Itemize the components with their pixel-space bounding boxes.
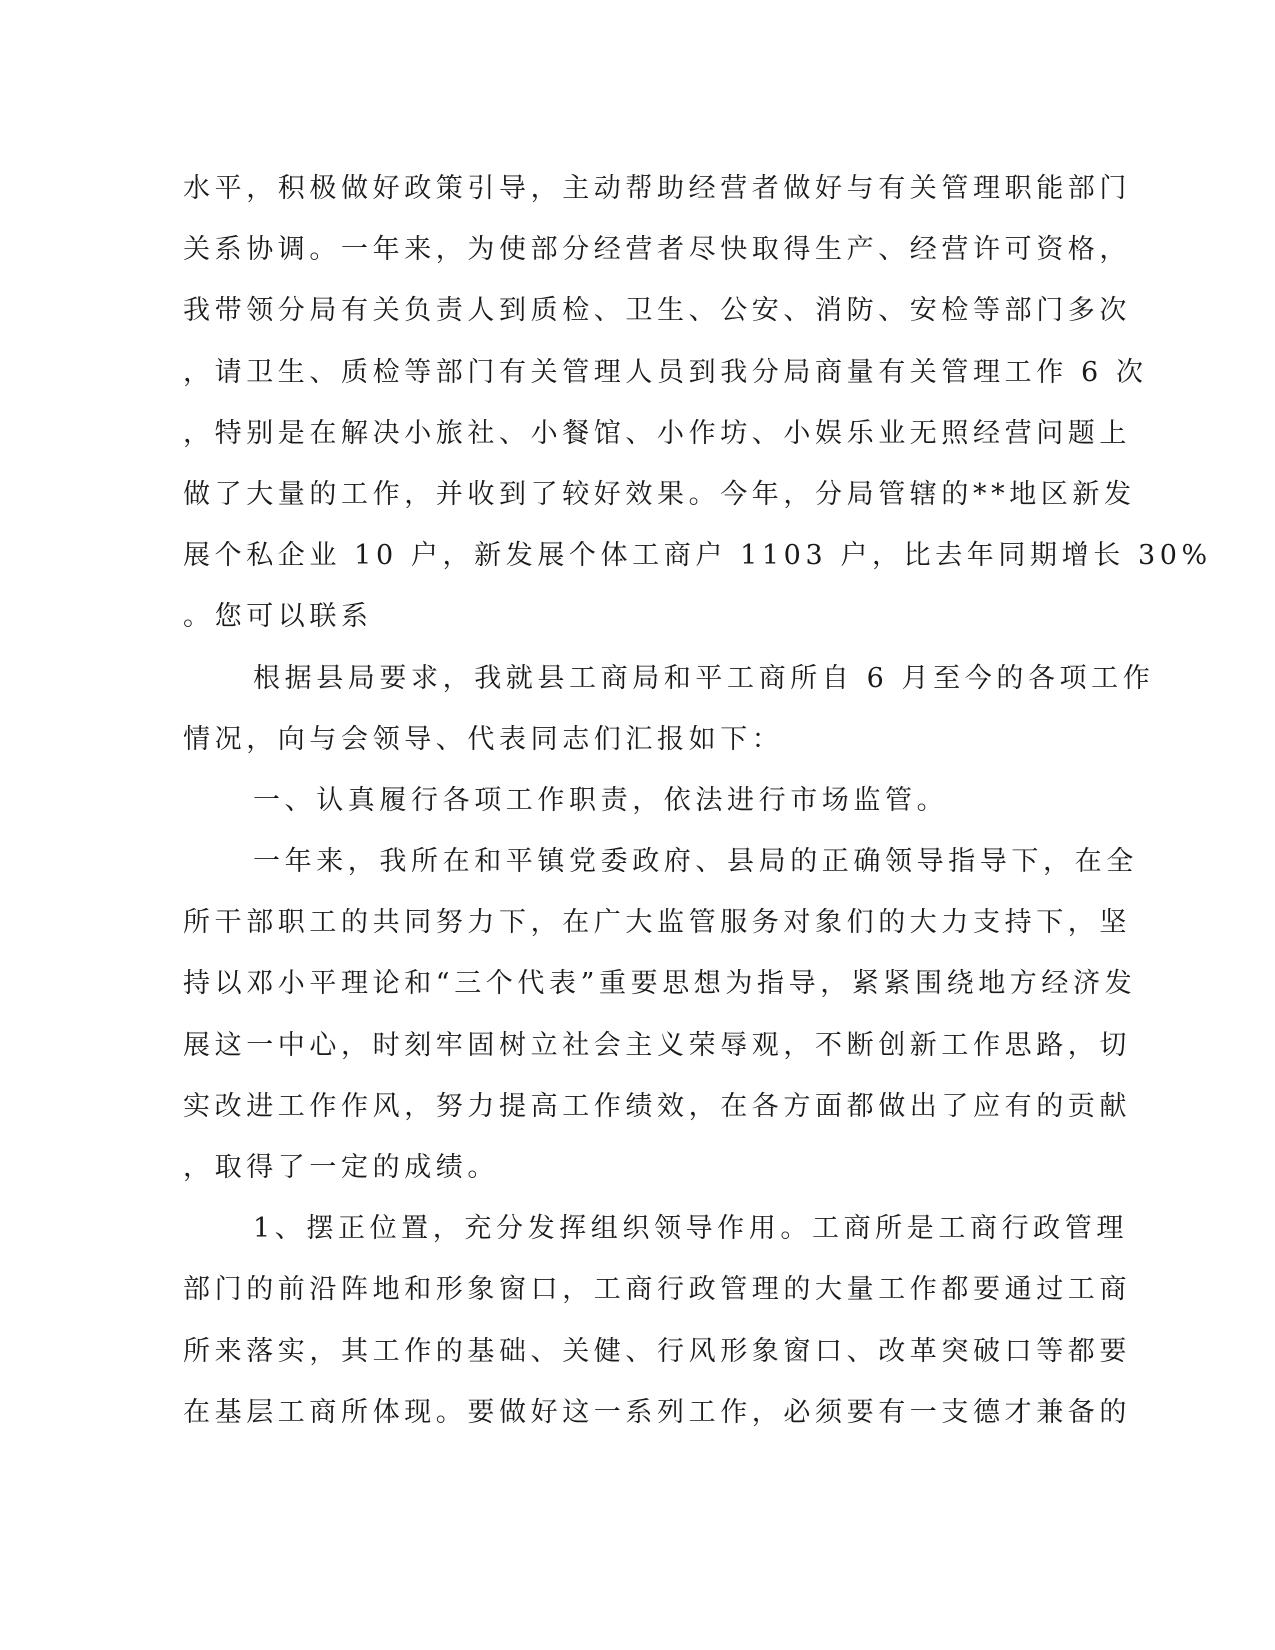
- text-line: 关系协调。一年来，为使部分经营者尽快取得生产、经营许可资格，: [183, 234, 1131, 266]
- text-line: 展这一中心，时刻牢固树立社会主义荣辱观，不断创新工作思路，切: [183, 1029, 1131, 1061]
- paragraph-start-line: 根据县局要求，我就县工商局和平工商所自 6 月至今的各项工作: [253, 662, 1155, 694]
- text-line: 展个私企业 10 户，新发展个体工商户 1103 户，比去年同期增长 30%: [183, 540, 1212, 572]
- text-line: 水平，积极做好政策引导，主动帮助经营者做好与有关管理职能部门: [183, 173, 1131, 204]
- text-line: ，取得了一定的成绩。: [183, 1152, 499, 1183]
- section-heading: 一、认真履行各项工作职责，依法进行市场监管。: [253, 784, 949, 816]
- text-line: 实改进工作作风，努力提高工作绩效，在各方面都做出了应有的贡献: [183, 1090, 1131, 1122]
- text-line: 做了大量的工作，并收到了较好效果。今年，分局管辖的**地区新发: [183, 478, 1136, 510]
- text-line: 我带领分局有关负责人到质检、卫生、公安、消防、安检等部门多次: [183, 295, 1131, 327]
- text-line: 所来落实，其工作的基础、关健、行风形象窗口、改革突破口等都要: [183, 1335, 1131, 1367]
- body-text: [183, 158, 1212, 1443]
- text-line: 所干部职工的共同努力下，在广大监管服务对象们的大力支持下，坚: [183, 907, 1131, 939]
- text-line: 在基层工商所体现。要做好这一系列工作，必须要有一支德才兼备的: [183, 1396, 1131, 1428]
- paragraph-start-line: 一年来，我所在和平镇党委政府、县局的正确领导指导下，在全: [253, 846, 1138, 878]
- text-line: 。您可以联系: [183, 601, 373, 633]
- text-line: ，特别是在解决小旅社、小餐馆、小作坊、小娱乐业无照经营问题上: [183, 417, 1131, 449]
- text-line: ，请卫生、质检等部门有关管理人员到我分局商量有关管理工作 6 次: [183, 356, 1148, 388]
- paragraph-start-line: 1、摆正位置，充分发挥组织领导作用。工商所是工商行政管理: [253, 1213, 1128, 1245]
- text-line: 持以邓小平理论和“三个代表”重要思想为指导，紧紧围绕地方经济发: [183, 968, 1137, 1000]
- text-line: 情况，向与会领导、代表同志们汇报如下：: [183, 723, 784, 755]
- text-line: 部门的前沿阵地和形象窗口，工商行政管理的大量工作都要通过工商: [183, 1274, 1131, 1306]
